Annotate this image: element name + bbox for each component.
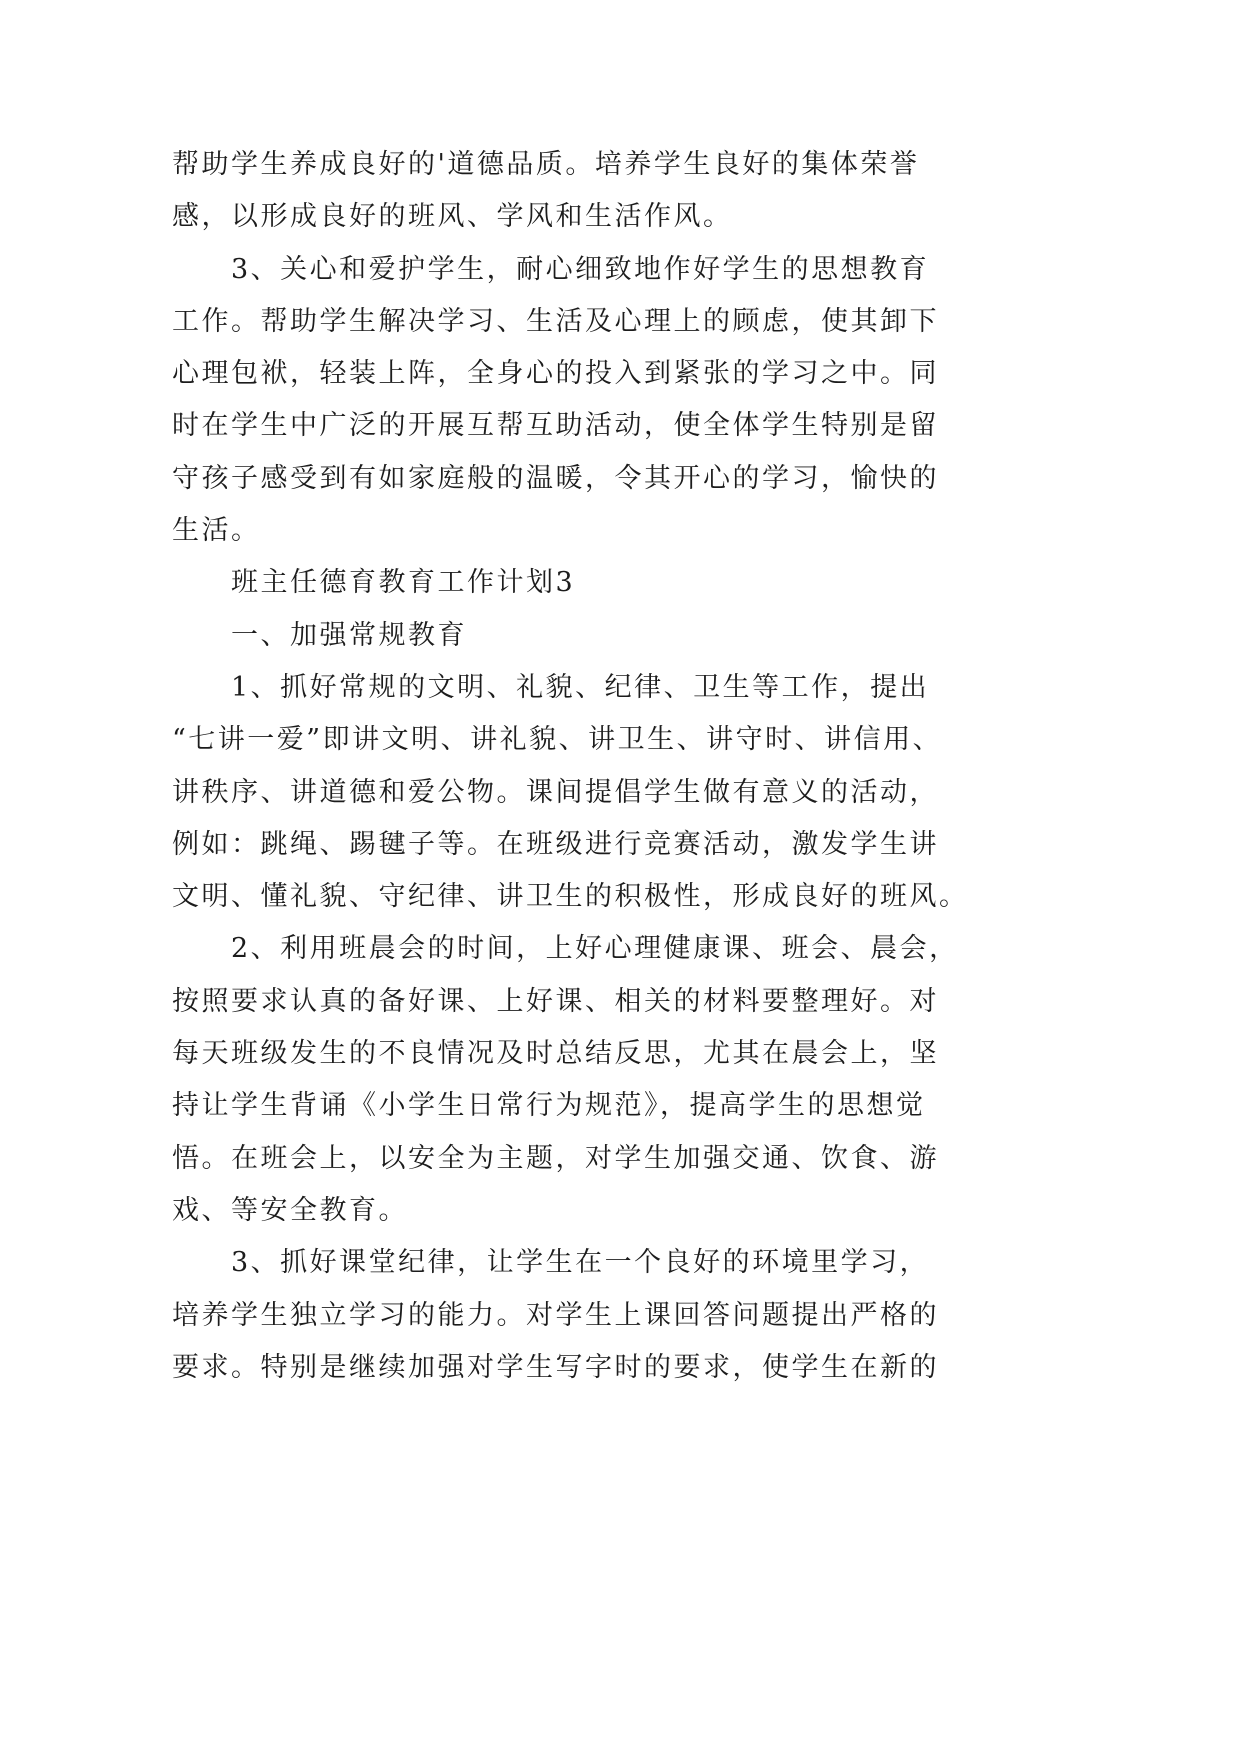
text-line: 悟。在班会上，以安全为主题，对学生加强交通、饮食、游	[172, 1142, 939, 1174]
text-line: “七讲一爱”即讲文明、讲礼貌、讲卫生、讲守时、讲信用、	[172, 724, 943, 756]
text-line: 按照要求认真的备好课、上好课、相关的材料要整理好。对	[172, 985, 939, 1017]
text-line: 时在学生中广泛的开展互帮互助活动，使全体学生特别是留	[172, 410, 939, 442]
text-line: 戏、等安全教育。	[172, 1194, 408, 1226]
text-line: 心理包袱，轻装上阵，全身心的投入到紧张的学习之中。同	[172, 358, 939, 390]
text-line: 持让学生背诵《小学生日常行为规范》，提高学生的思想觉	[172, 1090, 926, 1122]
text-line: 培养学生独立学习的能力。对学生上课回答问题提出严格的	[172, 1299, 939, 1331]
paragraph	[172, 923, 1072, 1237]
text-line: 生活。	[172, 515, 261, 547]
text-line: 3、抓好课堂纪律，让学生在一个良好的环境里学习，	[231, 1247, 930, 1279]
text-line: 每天班级发生的不良情况及时总结反思，尤其在晨会上，坚	[172, 1038, 939, 1070]
paragraph	[172, 662, 1072, 923]
section-title	[172, 557, 1072, 609]
document-body	[172, 139, 1072, 1394]
text-line: 2、利用班晨会的时间，上好心理健康课、班会、晨会，	[231, 933, 959, 965]
text-line: 守孩子感受到有如家庭般的温暖，令其开心的学习，愉快的	[172, 462, 939, 494]
text-line: 感，以形成良好的班风、学风和生活作风。	[172, 201, 733, 233]
paragraph	[172, 1237, 1072, 1394]
text-line: 讲秩序、讲道德和爱公物。课间提倡学生做有意义的活动，	[172, 776, 939, 808]
text-line: 工作。帮助学生解决学习、生活及心理上的顾虑，使其卸下	[172, 305, 939, 337]
section-heading	[172, 610, 1072, 662]
paragraph-continued	[172, 139, 1072, 244]
text-line: 帮助学生养成良好的'道德品质。培养学生良好的集体荣誉	[172, 149, 920, 180]
text-line: 要求。特别是继续加强对学生写字时的要求，使学生在新的	[172, 1351, 939, 1383]
text-line: 文明、懂礼貌、守纪律、讲卫生的积极性，形成良好的班风。	[172, 881, 969, 913]
text-line: 1、抓好常规的文明、礼貌、纪律、卫生等工作，提出	[231, 671, 930, 703]
section-title-text: 班主任德育教育工作计划3	[231, 567, 576, 599]
text-line: 例如：跳绳、踢毽子等。在班级进行竞赛活动，激发学生讲	[172, 828, 939, 860]
section-heading-text: 一、加强常规教育	[231, 619, 467, 651]
paragraph	[172, 244, 1072, 558]
text-line: 3、关心和爱护学生，耐心细致地作好学生的思想教育	[231, 253, 930, 285]
